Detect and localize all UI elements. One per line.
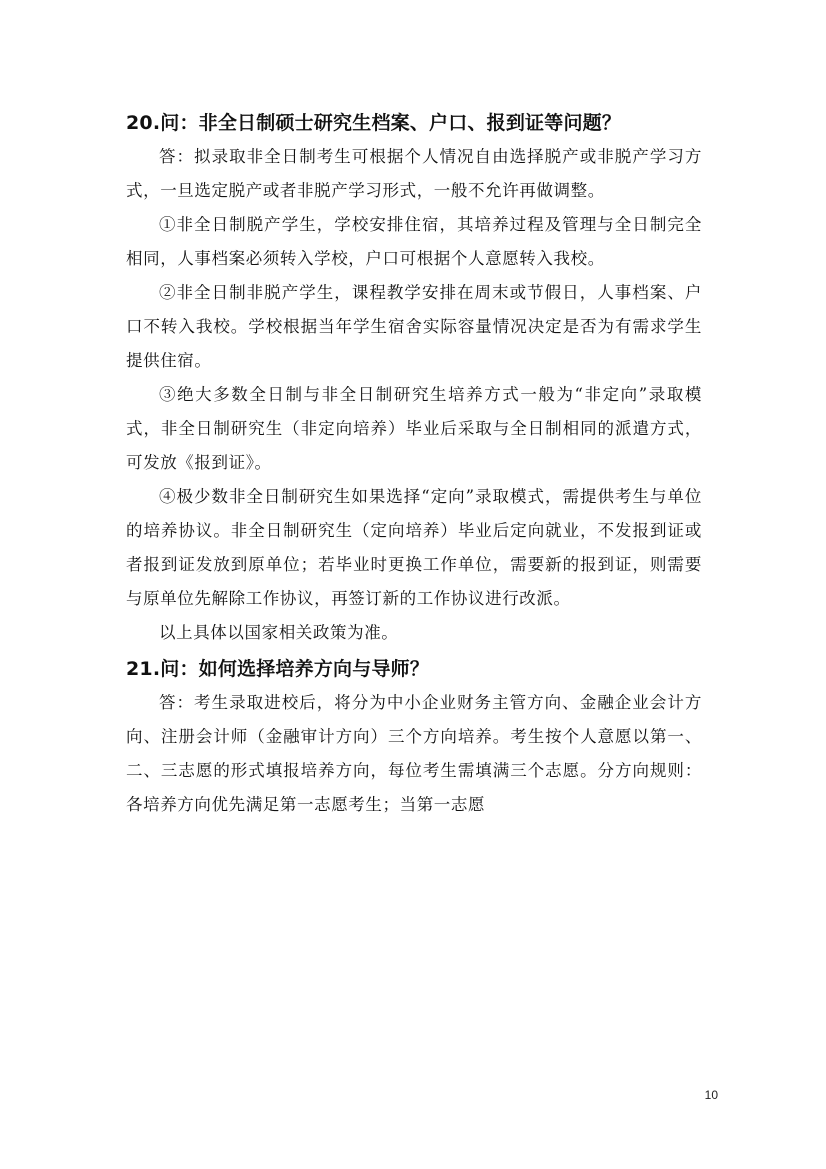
question-20-answer-paragraph: 答：拟录取非全日制考生可根据个人情况自由选择脱产或非脱产学习方式，一旦选定脱产或者非脱产学习形式，一般不允许再做调整。: [126, 147, 702, 200]
question-21-heading: 21.问：如何选择培养方向与导师？: [126, 658, 430, 680]
question-20-item-3: ③绝大多数全日制与非全日制研究生培养方式一般为“非定向”录取模式，非全日制研究生（非定向培养）毕业后采取与全日制相同的派遣方式，可发放《报到证》。: [126, 385, 702, 472]
question-21-answer-paragraph: 答：考生录取进校后，将分为中小企业财务主管方向、金融企业会计方向、注册会计师（金融审计方向）三个方向培养。考生按个人意愿以第一、二、三志愿的形式填报培养方向，每位考生需填满三个志愿。分方向规则：各培养方向优先满足第一志愿考生；当第一志愿: [126, 693, 702, 814]
page-number: 10: [704, 1088, 718, 1102]
question-20-item-2: ②非全日制非脱产学生，课程教学安排在周末或节假日，人事档案、户口不转入我校。学校根据当年学生宿舍实际容量情况决定是否为有需求学生提供住宿。: [126, 283, 702, 370]
question-20-item-1: ①非全日制脱产学生，学校安排住宿，其培养过程及管理与全日制完全相同，人事档案必须转入学校，户口可根据个人意愿转入我校。: [126, 215, 702, 268]
question-20-heading: 20.问：非全日制硕士研究生档案、户口、报到证等问题？: [126, 112, 622, 134]
page-content: [126, 106, 702, 822]
question-20-note: 以上具体以国家相关政策为准。: [159, 623, 399, 642]
question-20-item-4: ④极少数非全日制研究生如果选择“定向”录取模式，需提供考生与单位的培养协议。非全日制研究生（定向培养）毕业后定向就业，不发报到证或者报到证发放到原单位；若毕业时更换工作单位，需要新的报到证，则需要与原单位先解除工作协议，再签订新的工作协议进行改派。: [126, 487, 702, 608]
